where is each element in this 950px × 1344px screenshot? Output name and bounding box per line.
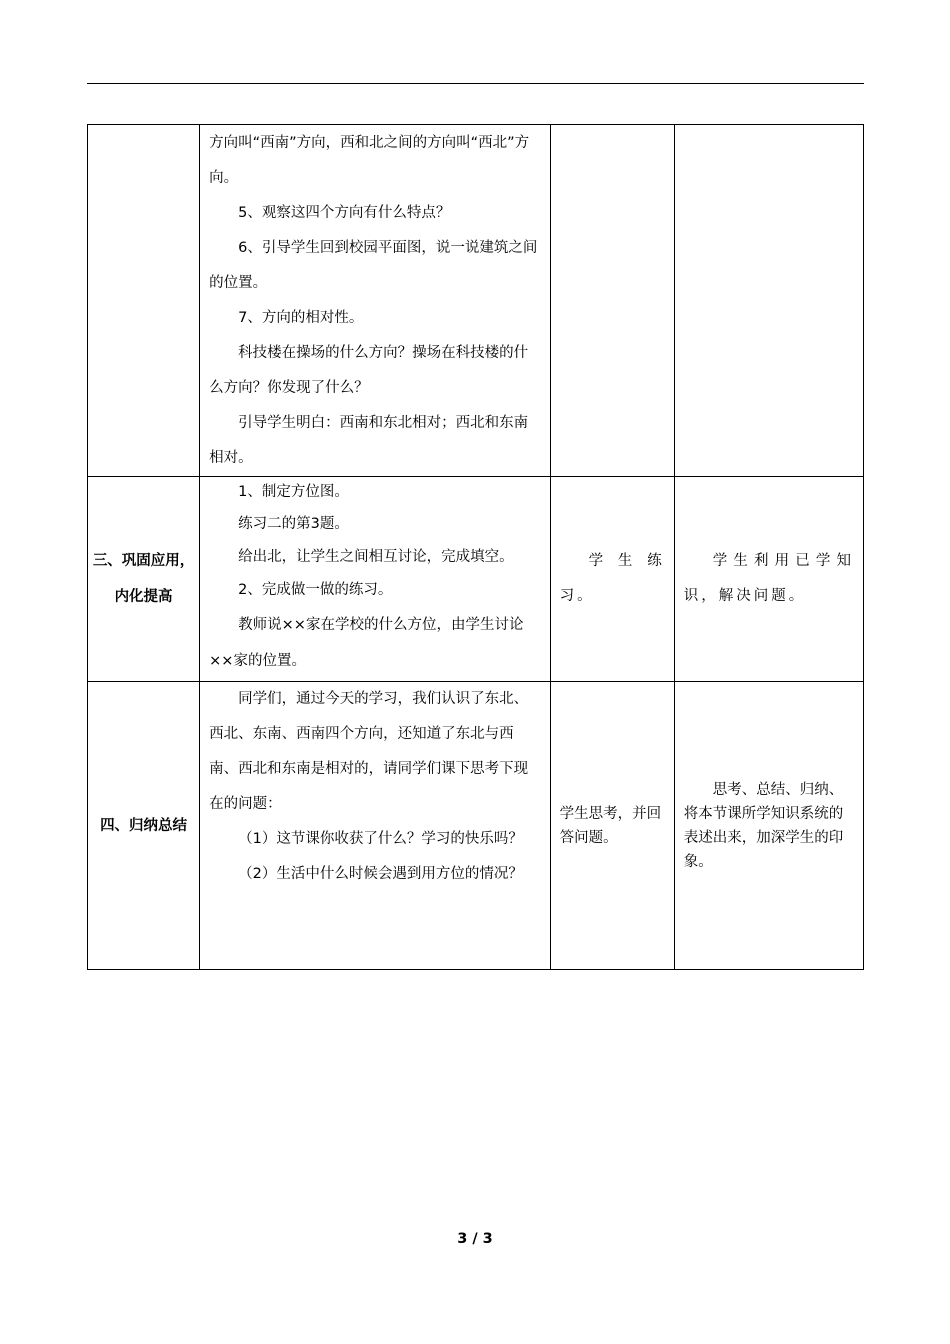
process-text: （1）这节课你收获了什么？学习的快乐吗？	[238, 831, 523, 847]
student-cell	[550, 125, 674, 477]
process-text: 5、观察这四个方向有什么特点？	[238, 205, 451, 221]
intent-cell	[674, 682, 863, 970]
process-text: 同学们，通过今天的学习，我们认识了东北、西北、东南、西南四个方向，还知道了东北与西南、西北和东南是相对的，请同学们课下思考下现在的问题：	[209, 691, 529, 812]
intent-cell	[674, 477, 863, 682]
header-rule	[87, 83, 864, 84]
process-text: 6、引导学生回到校园平面图，说一说建筑之间的位置。	[209, 240, 538, 291]
design-intent: 思考、总结、归纳、将本节课所学知识系统的表述出来，加深学生的印象。	[683, 781, 844, 870]
process-text: （2）生活中什么时候会遇到用方位的情况？	[238, 866, 523, 882]
process-text: 给出北，让学生之间相互讨论，完成填空。	[238, 549, 514, 565]
process-text: 方向叫“西南”方向，西和北之间的方向叫“西北”方向。	[209, 135, 530, 186]
student-cell	[550, 682, 674, 970]
process-text: 2、完成做一做的练习。	[238, 582, 393, 598]
design-intent: 学生利用已学知识，解决问题。	[683, 553, 854, 604]
process-text: 1、制定方位图。	[238, 484, 349, 500]
process-cell	[200, 477, 550, 682]
intent-cell	[674, 125, 863, 477]
student-activity: 学生练习。	[559, 553, 665, 604]
process-text: 科技楼在操场的什么方向？操场在科技楼的什么方向？你发现了什么？	[209, 345, 529, 396]
stage-cell	[88, 477, 200, 682]
stage-cell	[88, 125, 200, 477]
table-row	[88, 682, 864, 970]
stage-cell	[88, 682, 200, 970]
process-cell	[200, 125, 550, 477]
process-text: 练习二的第3题。	[238, 516, 349, 532]
process-cell	[200, 682, 550, 970]
student-activity: 学生思考，并回答问题。	[559, 805, 662, 846]
table-row	[88, 477, 864, 682]
process-text: 引导学生明白：西南和东北相对；西北和东南相对。	[209, 415, 529, 466]
process-text: 7、方向的相对性。	[238, 310, 364, 326]
stage-label: 三、巩固应用，内化提高	[92, 553, 195, 605]
student-cell	[550, 477, 674, 682]
table-row	[88, 125, 864, 477]
stage-label: 四、归纳总结	[100, 817, 188, 834]
page-number: 3 / 3	[457, 1231, 493, 1247]
lesson-table	[87, 124, 864, 970]
process-text: 教师说××家在学校的什么方位，由学生讨论××家的位置。	[209, 617, 524, 669]
